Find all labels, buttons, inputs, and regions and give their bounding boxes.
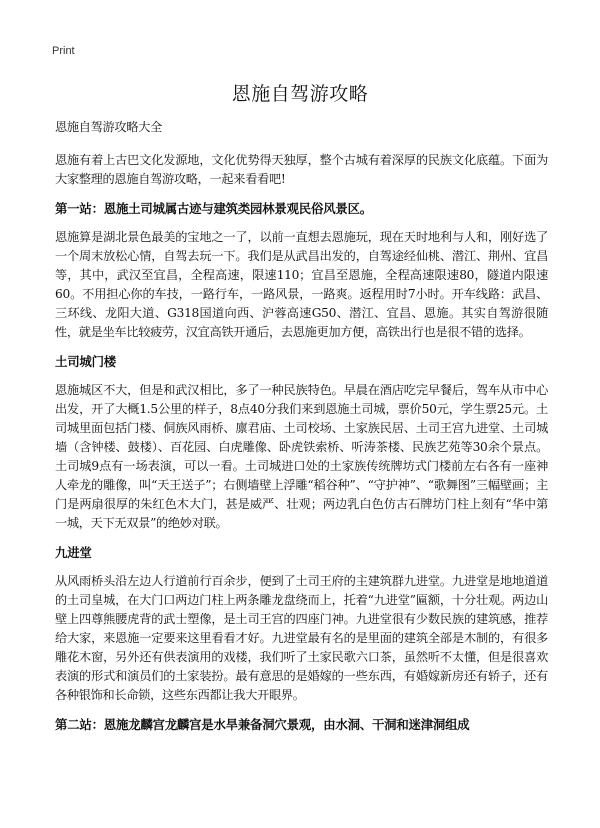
section-heading-jiujintang: 九进堂 [55,545,92,560]
page-title: 恩施自驾游攻略 [231,83,369,105]
section-heading-longlin-palace: 第二站：恩施龙麟宫龙麟宫是水旱兼备洞穴景观，由水洞、干洞和迷津洞组成 [55,717,470,732]
section-heading-gate-tower: 土司城门楼 [55,354,116,369]
section-heading-tusi-city: 第一站：恩施土司城属古迹与建筑类园林景观民俗风景区。 [55,201,372,216]
section-body-tusi-city: 恩施算是湖北景色最美的宝地之一了，以前一直想去恩施玩，现在天时地利与人和，刚好选了一个周末放松心情，自驾去玩一下。我们是从武昌出发的，自驾途经仙桃、潜江、荆州、宜昌等，其中，武汉至宜昌，全程高速，限速110；宜昌至恩施，全程高速限速80，隧道内限速60。不用担心你的车技，一路行车，一路风景，一路爽。返程用时7小时。开车线路：武昌、三环线、龙阳大道、G318国道向西、沪蓉高速G50、潜江、宜昌、恩施。其实自驾游很随性，就是坐车比较疲劳，汉宜高铁开通后，去恩施更加方便，高铁出行也是很不错的选择。 [55,230,548,339]
intro-paragraph: 恩施有着上古巴文化发源地，文化优势得天独厚，整个古城有着深厚的民族文化底蕴。下面为大家整理的恩施自驾游攻略，一起来看看吧! [55,153,548,186]
article-content [55,118,548,744]
article-subtitle: 恩施自驾游攻略大全 [55,120,162,134]
print-link[interactable]: Print [52,45,75,57]
section-body-jiujintang: 从风雨桥头沿左边人行道前行百余步，便到了土司王府的主建筑群九进堂。九进堂是地地道道的土司皇城，在大门口两边门柱上两条雕龙盘绕而上，托着“九进堂”匾额，十分壮观。两边山壁上四尊熊腰虎背的武士塑像，是土司王宫的四座门神。九进堂很有少数民族的建筑感，推荐给大家，来恩施一定要来这里看看才好。九进堂最有名的是里面的建筑全部是木制的，有很多雕花木窗，另外还有供表演用的戏楼，我们听了土家民歌六口茶，虽然听不太懂，但是很喜欢表演的形式和演员们的土家装扮。最有意思的是婚嫁的一些东西，有婚嫁新房还有轿子，还有各种银饰和长命锁，这些东西都让我大开眼界。 [55,574,548,702]
section-body-gate-tower: 恩施城区不大，但是和武汉相比，多了一种民族特色。早晨在酒店吃完早餐后，驾车从市中心出发，开了大概1.5公里的样子，8点40分我们来到恩施土司城，票价50元，学生票25元。土司城里面包括门楼、侗族风雨桥、廪君庙、土司校场、土家族民居、土司王宫九进堂、土司城墙（含钟楼、鼓楼）、百花园、白虎雕像、卧虎铁索桥、听涛茶楼、民族艺苑等30余个景点。土司城9点有一场表演，可以一看。土司城进口处的土家族传统牌坊式门楼前左右各有一座神人牵龙的雕像，叫“天王送子”；右侧墙壁上浮雕“稻谷种”、“守护神”、“歌舞图”三幅壁画；主门是两扇很厚的朱红色木大门，甚是威严、壮观；两边乳白色仿古石牌坊门柱上刻有“华中第一城，天下无双景”的绝妙对联。 [55,383,548,530]
